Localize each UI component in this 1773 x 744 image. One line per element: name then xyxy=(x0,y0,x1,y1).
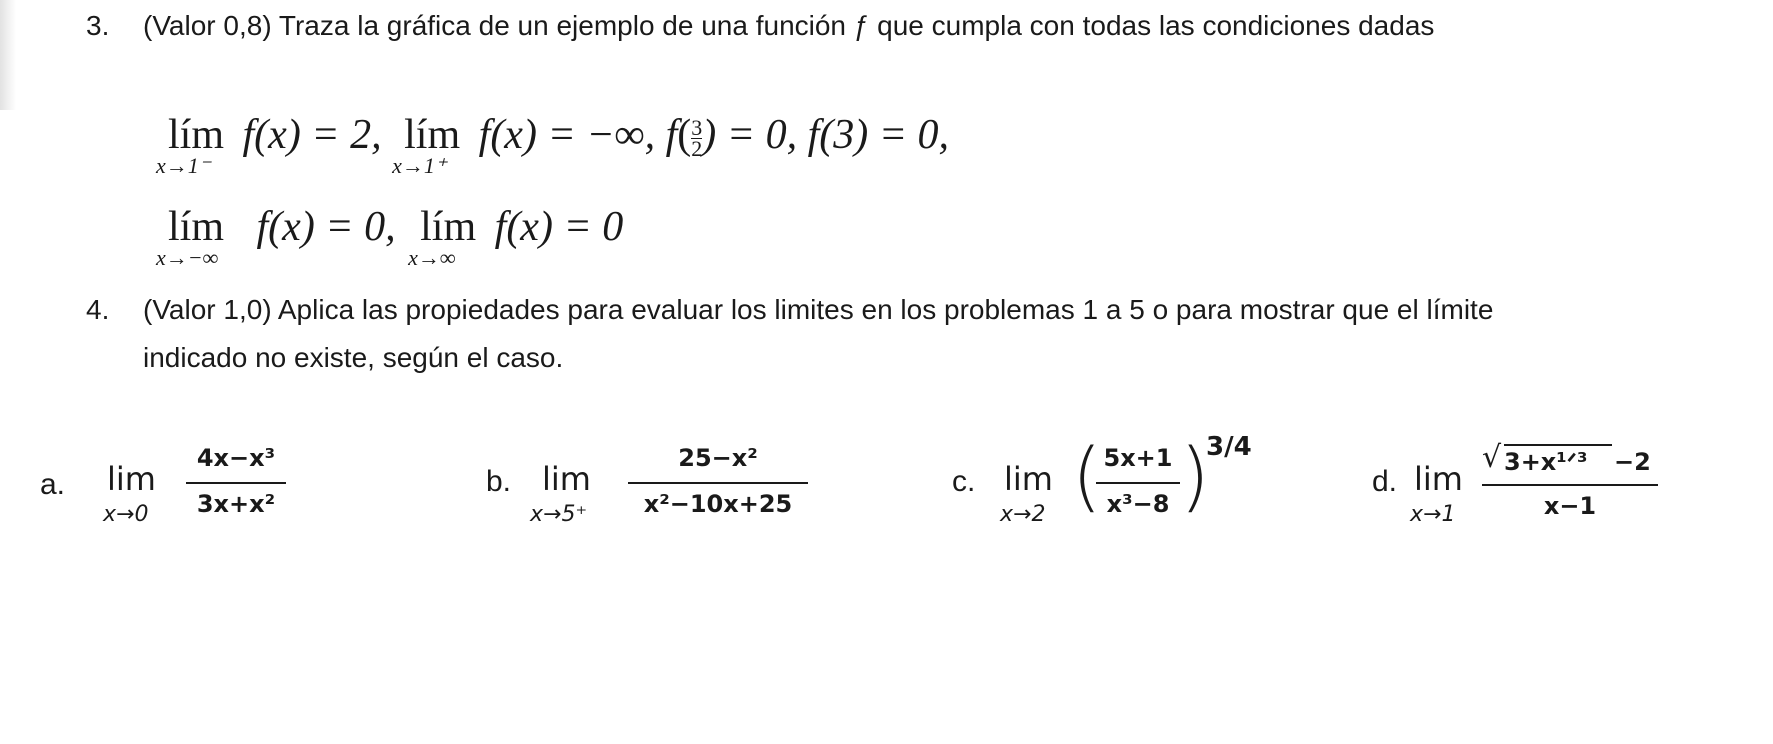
problem-a-denominator: 3x+x² xyxy=(196,490,276,518)
question-4-text-line-2: indicado no existe, según el caso. xyxy=(143,342,564,373)
problem-a-numerator: 4x−x³ xyxy=(196,444,276,472)
page-edge-shadow xyxy=(0,0,16,110)
problem-a-subscript: x→0 xyxy=(103,502,149,527)
question-3-text: (Valor 0,8) Traza la gráfica de un ejemplo de una función ƒ que cumpla con todas las condiciones dadas xyxy=(143,10,1435,41)
expression: f(x) = −∞, f xyxy=(478,112,678,158)
problem-c-exponent: 3/4 xyxy=(1206,432,1252,462)
expression: f(x) = 2, xyxy=(242,112,382,158)
limit-operator: lím x→−∞ xyxy=(156,204,225,270)
fraction-denominator: 2 xyxy=(691,135,703,161)
problem-a-lim: lim xyxy=(107,460,156,498)
expression: f(x) = 0 xyxy=(494,204,624,250)
problem-c-left-paren: ( xyxy=(1072,431,1102,520)
limit-operator: lím x→1⁻ xyxy=(156,112,225,178)
problem-b-fraction-bar xyxy=(628,482,808,484)
radical-overline xyxy=(1504,444,1612,446)
expression: f(x) = 0, xyxy=(256,204,396,250)
limit-operator: lím x→1⁺ xyxy=(392,112,461,178)
problem-b-lim: lim xyxy=(542,460,591,498)
problem-d-fraction-bar xyxy=(1482,484,1658,486)
problem-b-label: b. xyxy=(486,465,512,498)
problem-c-fraction-bar xyxy=(1096,482,1180,484)
problem-b-denominator: x²−10x+25 xyxy=(643,490,793,518)
problem-d-label: d. xyxy=(1372,465,1398,498)
limit-subscript: x→∞ xyxy=(408,245,456,270)
problem-c-denominator: x³−8 xyxy=(1106,490,1170,518)
limit-subscript: x→−∞ xyxy=(156,245,219,270)
problem-c-numerator: 5x+1 xyxy=(1103,444,1173,472)
problem-d-lim: lim xyxy=(1414,460,1463,498)
problem-d-numerator-tail: −2 xyxy=(1614,448,1651,476)
limit-operator: lím x→∞ xyxy=(408,204,477,270)
question-4-number: 4. xyxy=(86,294,110,325)
problem-c-right-paren: ) xyxy=(1180,431,1210,520)
expression: ) = 0, f(3) = 0, xyxy=(702,112,950,158)
problem-d-radicand: 3+x¹ᐟ³ xyxy=(1504,448,1588,476)
problem-d-subscript: x→1 xyxy=(1410,502,1456,527)
problem-b-subscript: x→5⁺ xyxy=(530,502,588,527)
problem-b-numerator: 25−x² xyxy=(678,444,758,472)
problem-c-lim: lim xyxy=(1004,460,1053,498)
q3-conditions-line-1: lím x→1⁻ f(x) = 2, lím x→1⁺ f(x) = −∞, f( $\frac{3}{2}$ ) = 0, f(3) = 0, xyxy=(156,112,950,178)
fraction-numerator: 3 xyxy=(691,114,703,140)
q3-conditions-line-2 xyxy=(156,202,624,270)
problem-c-subscript: x→2 xyxy=(1000,502,1046,527)
fraction-three-halves xyxy=(691,114,703,161)
limit-subscript: x→1⁻ xyxy=(156,153,211,178)
problem-d-denominator: x−1 xyxy=(1543,492,1597,520)
problem-a-fraction-bar xyxy=(186,482,286,484)
problem-c-label: c. xyxy=(952,465,976,498)
question-3-number: 3. xyxy=(86,10,110,41)
question-4-text-line-1: (Valor 1,0) Aplica las propiedades para evaluar los limites en los problemas 1 a 5 o para mostrar que el límite xyxy=(143,294,1494,325)
problem-a-label: a. xyxy=(40,468,66,501)
square-root-icon: √ xyxy=(1482,440,1502,475)
limit-subscript: x→1⁺ xyxy=(392,153,447,178)
